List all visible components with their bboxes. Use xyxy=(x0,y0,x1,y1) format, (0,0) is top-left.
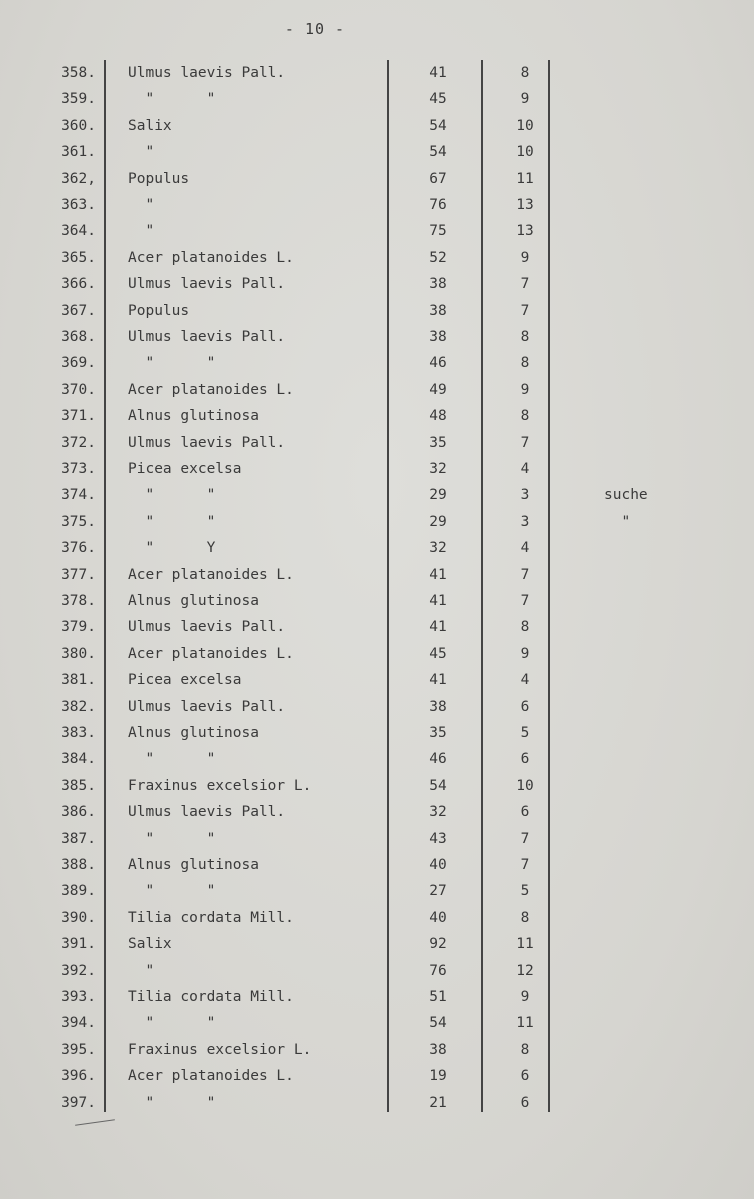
value-col-1: 32 xyxy=(429,461,447,477)
value-col-1: 54 xyxy=(429,1015,447,1032)
table-row xyxy=(0,931,754,957)
species-name: Alnus glutinosa xyxy=(128,725,259,741)
value-col-1: 76 xyxy=(429,962,447,979)
value-col-1: 29 xyxy=(429,487,447,504)
value-col-2: 8 xyxy=(520,619,530,636)
value-col-1: 38 xyxy=(429,276,447,293)
value-col-1: 54 xyxy=(429,777,447,794)
species-name: Alnus glutinosa xyxy=(128,857,259,873)
table-row xyxy=(0,641,754,667)
note-text: suche xyxy=(604,487,648,504)
species-name: Picea excelsa xyxy=(128,672,242,689)
value-col-1: 41 xyxy=(429,593,447,609)
value-col-1: 52 xyxy=(429,249,447,266)
value-col-2: 9 xyxy=(520,989,530,1005)
species-name: " " xyxy=(128,513,216,530)
row-number: 381. xyxy=(61,672,96,689)
species-name: Acer platanoides L. xyxy=(128,249,294,266)
species-name: Acer platanoides L. xyxy=(128,381,294,398)
value-col-1: 51 xyxy=(429,989,447,1005)
table-row xyxy=(0,852,754,878)
species-name: Fraxinus excelsior L. xyxy=(128,777,312,794)
table-row xyxy=(0,113,754,139)
species-name: " " xyxy=(128,1015,216,1032)
row-number: 376. xyxy=(61,540,96,557)
table-row xyxy=(0,773,754,799)
species-name: Picea excelsa xyxy=(128,461,242,477)
value-col-1: 41 xyxy=(429,65,447,81)
row-number: 397. xyxy=(61,1094,96,1111)
value-col-1: 76 xyxy=(429,197,447,213)
row-number: 360. xyxy=(61,117,96,134)
value-col-1: 29 xyxy=(429,513,447,530)
value-col-2: 5 xyxy=(520,883,530,900)
value-col-2: 7 xyxy=(520,302,530,319)
row-number: 394. xyxy=(61,1015,96,1032)
row-number: 391. xyxy=(61,936,96,953)
table-row xyxy=(0,403,754,429)
value-col-1: 41 xyxy=(429,619,447,636)
table-row xyxy=(0,430,754,456)
table-row xyxy=(0,350,754,376)
row-number: 366. xyxy=(61,276,96,293)
value-col-2: 8 xyxy=(520,355,530,372)
value-col-1: 40 xyxy=(429,909,447,926)
row-number: 378. xyxy=(61,593,96,609)
species-name: Alnus glutinosa xyxy=(128,408,259,425)
species-name: Ulmus laevis Pall. xyxy=(128,329,286,345)
row-number: 383. xyxy=(61,725,96,741)
species-name: " Y xyxy=(128,540,216,557)
row-number: 374. xyxy=(61,487,96,504)
table-row xyxy=(0,562,754,588)
species-name: " xyxy=(128,144,155,161)
value-col-1: 38 xyxy=(429,1041,447,1058)
row-number: 388. xyxy=(61,857,96,873)
value-col-1: 40 xyxy=(429,857,447,873)
table-row xyxy=(0,799,754,825)
species-name: Salix xyxy=(128,936,172,953)
value-col-2: 8 xyxy=(520,1041,530,1058)
row-number: 364. xyxy=(61,223,96,240)
row-number: 380. xyxy=(61,645,96,662)
bottom-margin-mark xyxy=(75,1119,115,1126)
table-row xyxy=(0,1037,754,1063)
species-name: " " xyxy=(128,355,216,372)
table-row xyxy=(0,720,754,746)
row-number: 377. xyxy=(61,566,96,583)
value-col-2: 5 xyxy=(520,725,530,741)
row-number: 365. xyxy=(61,249,96,266)
table-row xyxy=(0,826,754,852)
species-name: " xyxy=(128,962,155,979)
value-col-2: 7 xyxy=(520,830,530,847)
value-col-2: 7 xyxy=(520,593,530,609)
species-name: Ulmus laevis Pall. xyxy=(128,698,286,715)
row-number: 358. xyxy=(61,65,96,81)
table-row xyxy=(0,878,754,904)
table-row xyxy=(0,139,754,165)
row-number: 371. xyxy=(61,408,96,425)
table-row xyxy=(0,245,754,271)
table-row xyxy=(0,746,754,772)
table-row xyxy=(0,667,754,693)
page-number: - 10 - xyxy=(284,20,346,38)
value-col-2: 6 xyxy=(520,1094,530,1111)
value-col-2: 3 xyxy=(520,487,530,504)
table-row xyxy=(0,1063,754,1089)
value-col-2: 3 xyxy=(520,513,530,530)
table-row xyxy=(0,984,754,1010)
value-col-1: 19 xyxy=(429,1068,447,1085)
value-col-2: 12 xyxy=(516,962,534,979)
row-number: 386. xyxy=(61,804,96,821)
table-row xyxy=(0,298,754,324)
value-col-1: 45 xyxy=(429,645,447,662)
value-col-2: 13 xyxy=(516,223,534,240)
table-row xyxy=(0,377,754,403)
species-name: Populus xyxy=(128,170,190,187)
value-col-1: 48 xyxy=(429,408,447,425)
value-col-2: 7 xyxy=(520,857,530,873)
row-number: 382. xyxy=(61,698,96,715)
table-row xyxy=(0,905,754,931)
value-col-2: 4 xyxy=(520,461,530,477)
table-row xyxy=(0,271,754,297)
value-col-2: 10 xyxy=(516,144,534,161)
value-col-2: 9 xyxy=(520,381,530,398)
value-col-1: 32 xyxy=(429,540,447,557)
value-col-1: 75 xyxy=(429,223,447,240)
row-number: 390. xyxy=(61,909,96,926)
value-col-2: 7 xyxy=(520,276,530,293)
value-col-1: 35 xyxy=(429,434,447,451)
table-row xyxy=(0,60,754,86)
species-name: " " xyxy=(128,830,216,847)
value-col-1: 38 xyxy=(429,302,447,319)
value-col-1: 43 xyxy=(429,830,447,847)
row-number: 387. xyxy=(61,830,96,847)
value-col-2: 9 xyxy=(520,249,530,266)
table-row xyxy=(0,192,754,218)
value-col-1: 92 xyxy=(429,936,447,953)
value-col-1: 38 xyxy=(429,329,447,345)
value-col-1: 35 xyxy=(429,725,447,741)
value-col-2: 4 xyxy=(520,540,530,557)
row-number: 393. xyxy=(61,989,96,1005)
value-col-2: 8 xyxy=(520,65,530,81)
value-col-2: 6 xyxy=(520,804,530,821)
row-number: 375. xyxy=(61,513,96,530)
table-row xyxy=(0,456,754,482)
species-name: " " xyxy=(128,91,216,108)
table-row xyxy=(0,218,754,244)
value-col-2: 9 xyxy=(520,645,530,662)
species-name: Fraxinus excelsior L. xyxy=(128,1041,312,1058)
row-number: 369. xyxy=(61,355,96,372)
value-col-2: 13 xyxy=(516,197,534,213)
row-number: 372. xyxy=(61,434,96,451)
row-number: 385. xyxy=(61,777,96,794)
row-number: 368. xyxy=(61,329,96,345)
species-name: " " xyxy=(128,883,216,900)
table-row xyxy=(0,614,754,640)
value-col-2: 8 xyxy=(520,329,530,345)
table-row xyxy=(0,958,754,984)
table-row xyxy=(0,482,754,508)
species-name: Salix xyxy=(128,117,172,134)
table-row xyxy=(0,694,754,720)
species-name: Acer platanoides L. xyxy=(128,645,294,662)
note-text: " xyxy=(604,513,631,530)
value-col-2: 4 xyxy=(520,672,530,689)
value-col-1: 67 xyxy=(429,170,447,187)
species-name: Ulmus laevis Pall. xyxy=(128,276,286,293)
table-row xyxy=(0,1010,754,1036)
table-row xyxy=(0,1090,754,1116)
row-number: 359. xyxy=(61,91,96,108)
species-name: Alnus glutinosa xyxy=(128,593,259,609)
value-col-2: 6 xyxy=(520,698,530,715)
species-name: Acer platanoides L. xyxy=(128,1068,294,1085)
value-col-2: 6 xyxy=(520,751,530,768)
table-row xyxy=(0,166,754,192)
value-col-1: 38 xyxy=(429,698,447,715)
value-col-2: 8 xyxy=(520,909,530,926)
species-name: Ulmus laevis Pall. xyxy=(128,619,286,636)
value-col-1: 32 xyxy=(429,804,447,821)
table-row xyxy=(0,535,754,561)
species-name: Acer platanoides L. xyxy=(128,566,294,583)
value-col-1: 46 xyxy=(429,355,447,372)
table-row xyxy=(0,588,754,614)
value-col-1: 54 xyxy=(429,117,447,134)
row-number: 370. xyxy=(61,381,96,398)
species-name: " " xyxy=(128,751,216,768)
value-col-1: 41 xyxy=(429,672,447,689)
value-col-2: 11 xyxy=(516,1015,534,1032)
value-col-2: 6 xyxy=(520,1068,530,1085)
species-name: " " xyxy=(128,487,216,504)
row-number: 373. xyxy=(61,461,96,477)
species-name: " xyxy=(128,223,155,240)
value-col-1: 49 xyxy=(429,381,447,398)
value-col-2: 9 xyxy=(520,91,530,108)
value-col-2: 7 xyxy=(520,434,530,451)
row-number: 384. xyxy=(61,751,96,768)
row-number: 396. xyxy=(61,1068,96,1085)
species-name: " " xyxy=(128,1094,216,1111)
species-name: Populus xyxy=(128,302,190,319)
table-row xyxy=(0,509,754,535)
value-col-1: 54 xyxy=(429,144,447,161)
row-number: 379. xyxy=(61,619,96,636)
value-col-1: 41 xyxy=(429,566,447,583)
value-col-2: 10 xyxy=(516,117,534,134)
row-number: 367. xyxy=(61,302,96,319)
value-col-2: 8 xyxy=(520,408,530,425)
row-number: 389. xyxy=(61,883,96,900)
species-name: Ulmus laevis Pall. xyxy=(128,65,286,81)
value-col-2: 10 xyxy=(516,777,534,794)
value-col-2: 11 xyxy=(516,170,534,187)
table-row xyxy=(0,324,754,350)
value-col-1: 21 xyxy=(429,1094,447,1111)
row-number: 361. xyxy=(61,144,96,161)
row-number: 363. xyxy=(61,197,96,213)
row-number: 395. xyxy=(61,1041,96,1058)
value-col-1: 45 xyxy=(429,91,447,108)
value-col-1: 27 xyxy=(429,883,447,900)
table-row xyxy=(0,86,754,112)
row-number: 362, xyxy=(61,170,96,187)
species-name: Ulmus laevis Pall. xyxy=(128,434,286,451)
row-number: 392. xyxy=(61,962,96,979)
value-col-2: 7 xyxy=(520,566,530,583)
species-name: Tilia cordata Mill. xyxy=(128,989,294,1005)
value-col-2: 11 xyxy=(516,936,534,953)
value-col-1: 46 xyxy=(429,751,447,768)
species-name: Ulmus laevis Pall. xyxy=(128,804,286,821)
species-name: Tilia cordata Mill. xyxy=(128,909,294,926)
species-name: " xyxy=(128,197,155,213)
